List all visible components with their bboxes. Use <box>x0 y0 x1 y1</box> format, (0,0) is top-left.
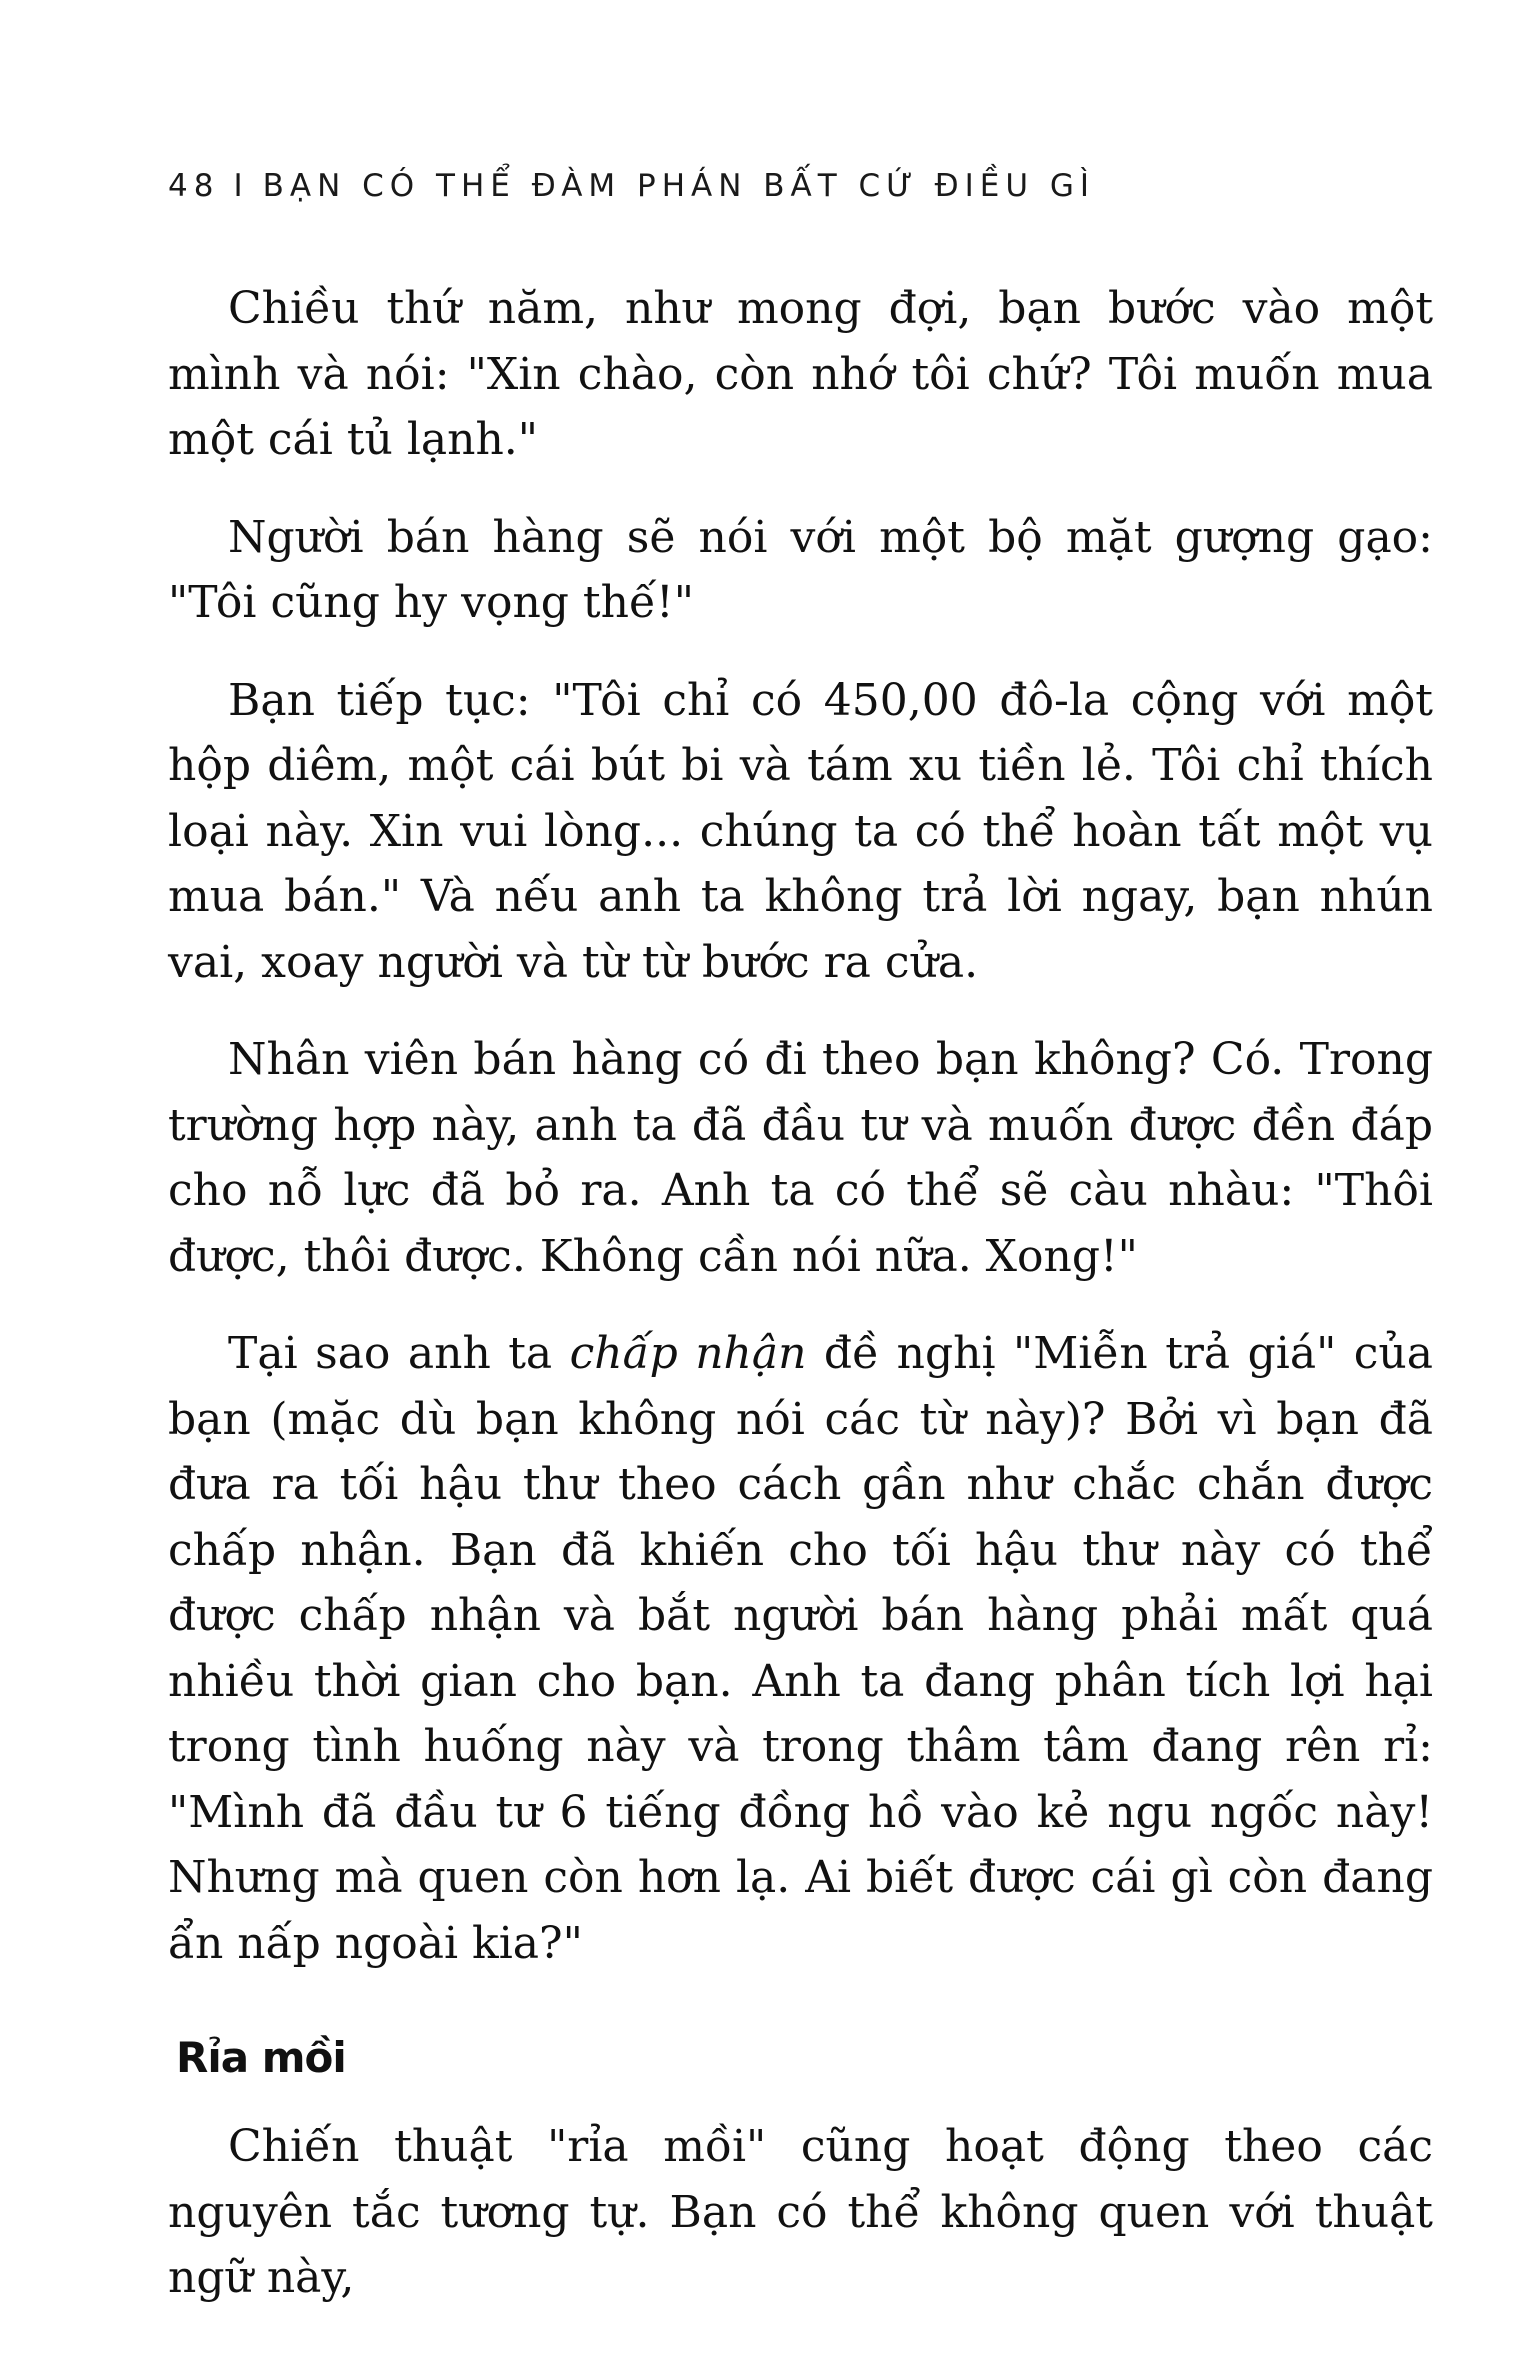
running-header <box>168 168 1095 204</box>
paragraph-5-emphasis: chấp nhận <box>569 1328 807 1379</box>
book-title: BẠN CÓ THỂ ĐÀM PHÁN BẤT CỨ ĐIỀU GÌ <box>262 168 1096 204</box>
body-text <box>168 276 1433 2343</box>
paragraph-3: Bạn tiếp tục: "Tôi chỉ có 450,00 đô-la cộng với một hộp diêm, một cái bút bi và tám xu tiền lẻ. Tôi chỉ thích loại này. Xin vui lòng... chúng ta có thể hoàn tất một vụ mua bán." Và nếu anh ta không trả lời ngay, bạn nhún vai, xoay người và từ từ bước ra cửa. <box>168 674 1433 988</box>
page-number: 48 <box>168 168 220 204</box>
section-heading: Rỉa mồi <box>176 2033 346 2082</box>
paragraph-4: Nhân viên bán hàng có đi theo bạn không? Có. Trong trường hợp này, anh ta đã đầu tư và muốn được đền đáp cho nỗ lực đã bỏ ra. Anh ta có thể sẽ càu nhàu: "Thôi được, thôi được. Không cần nói nữa. Xong!" <box>168 1034 1433 1282</box>
section-paragraph: Chiến thuật "rỉa mồi" cũng hoạt động theo các nguyên tắc tương tự. Bạn có thể không quen với thuật ngữ này, <box>168 2121 1433 2303</box>
paragraph-1: Chiều thứ năm, như mong đợi, bạn bước vào một mình và nói: "Xin chào, còn nhớ tôi chứ? Tôi muốn mua một cái tủ lạnh." <box>168 283 1433 465</box>
paragraph-5 <box>168 1321 1433 1976</box>
header-separator: I <box>233 168 249 204</box>
paragraph-2: Người bán hàng sẽ nói với một bộ mặt gượng gạo: "Tôi cũng hy vọng thế!" <box>168 511 1433 628</box>
paragraph-5-start: Tại sao anh ta <box>228 1328 570 1379</box>
paragraph-5-end: đề nghị "Miễn trả giá" của bạn (mặc dù bạn không nói các từ này)? Bởi vì bạn đã đưa ra tối hậu thư theo cách gần như chắc chắn được chấp nhận. Bạn đã khiến cho tối hậu thư này có thể được chấp nhận và bắt người bán hàng phải mất quá nhiều thời gian cho bạn. Anh ta đang phân tích lợi hại trong tình huống này và trong thâm tâm đang rên rỉ: "Mình đã đầu tư 6 tiếng đồng hồ vào kẻ ngu ngốc này! Nhưng mà quen còn hơn lạ. Ai biết được cái gì còn đang ẩn nấp ngoài kia?" <box>168 1328 1434 1969</box>
